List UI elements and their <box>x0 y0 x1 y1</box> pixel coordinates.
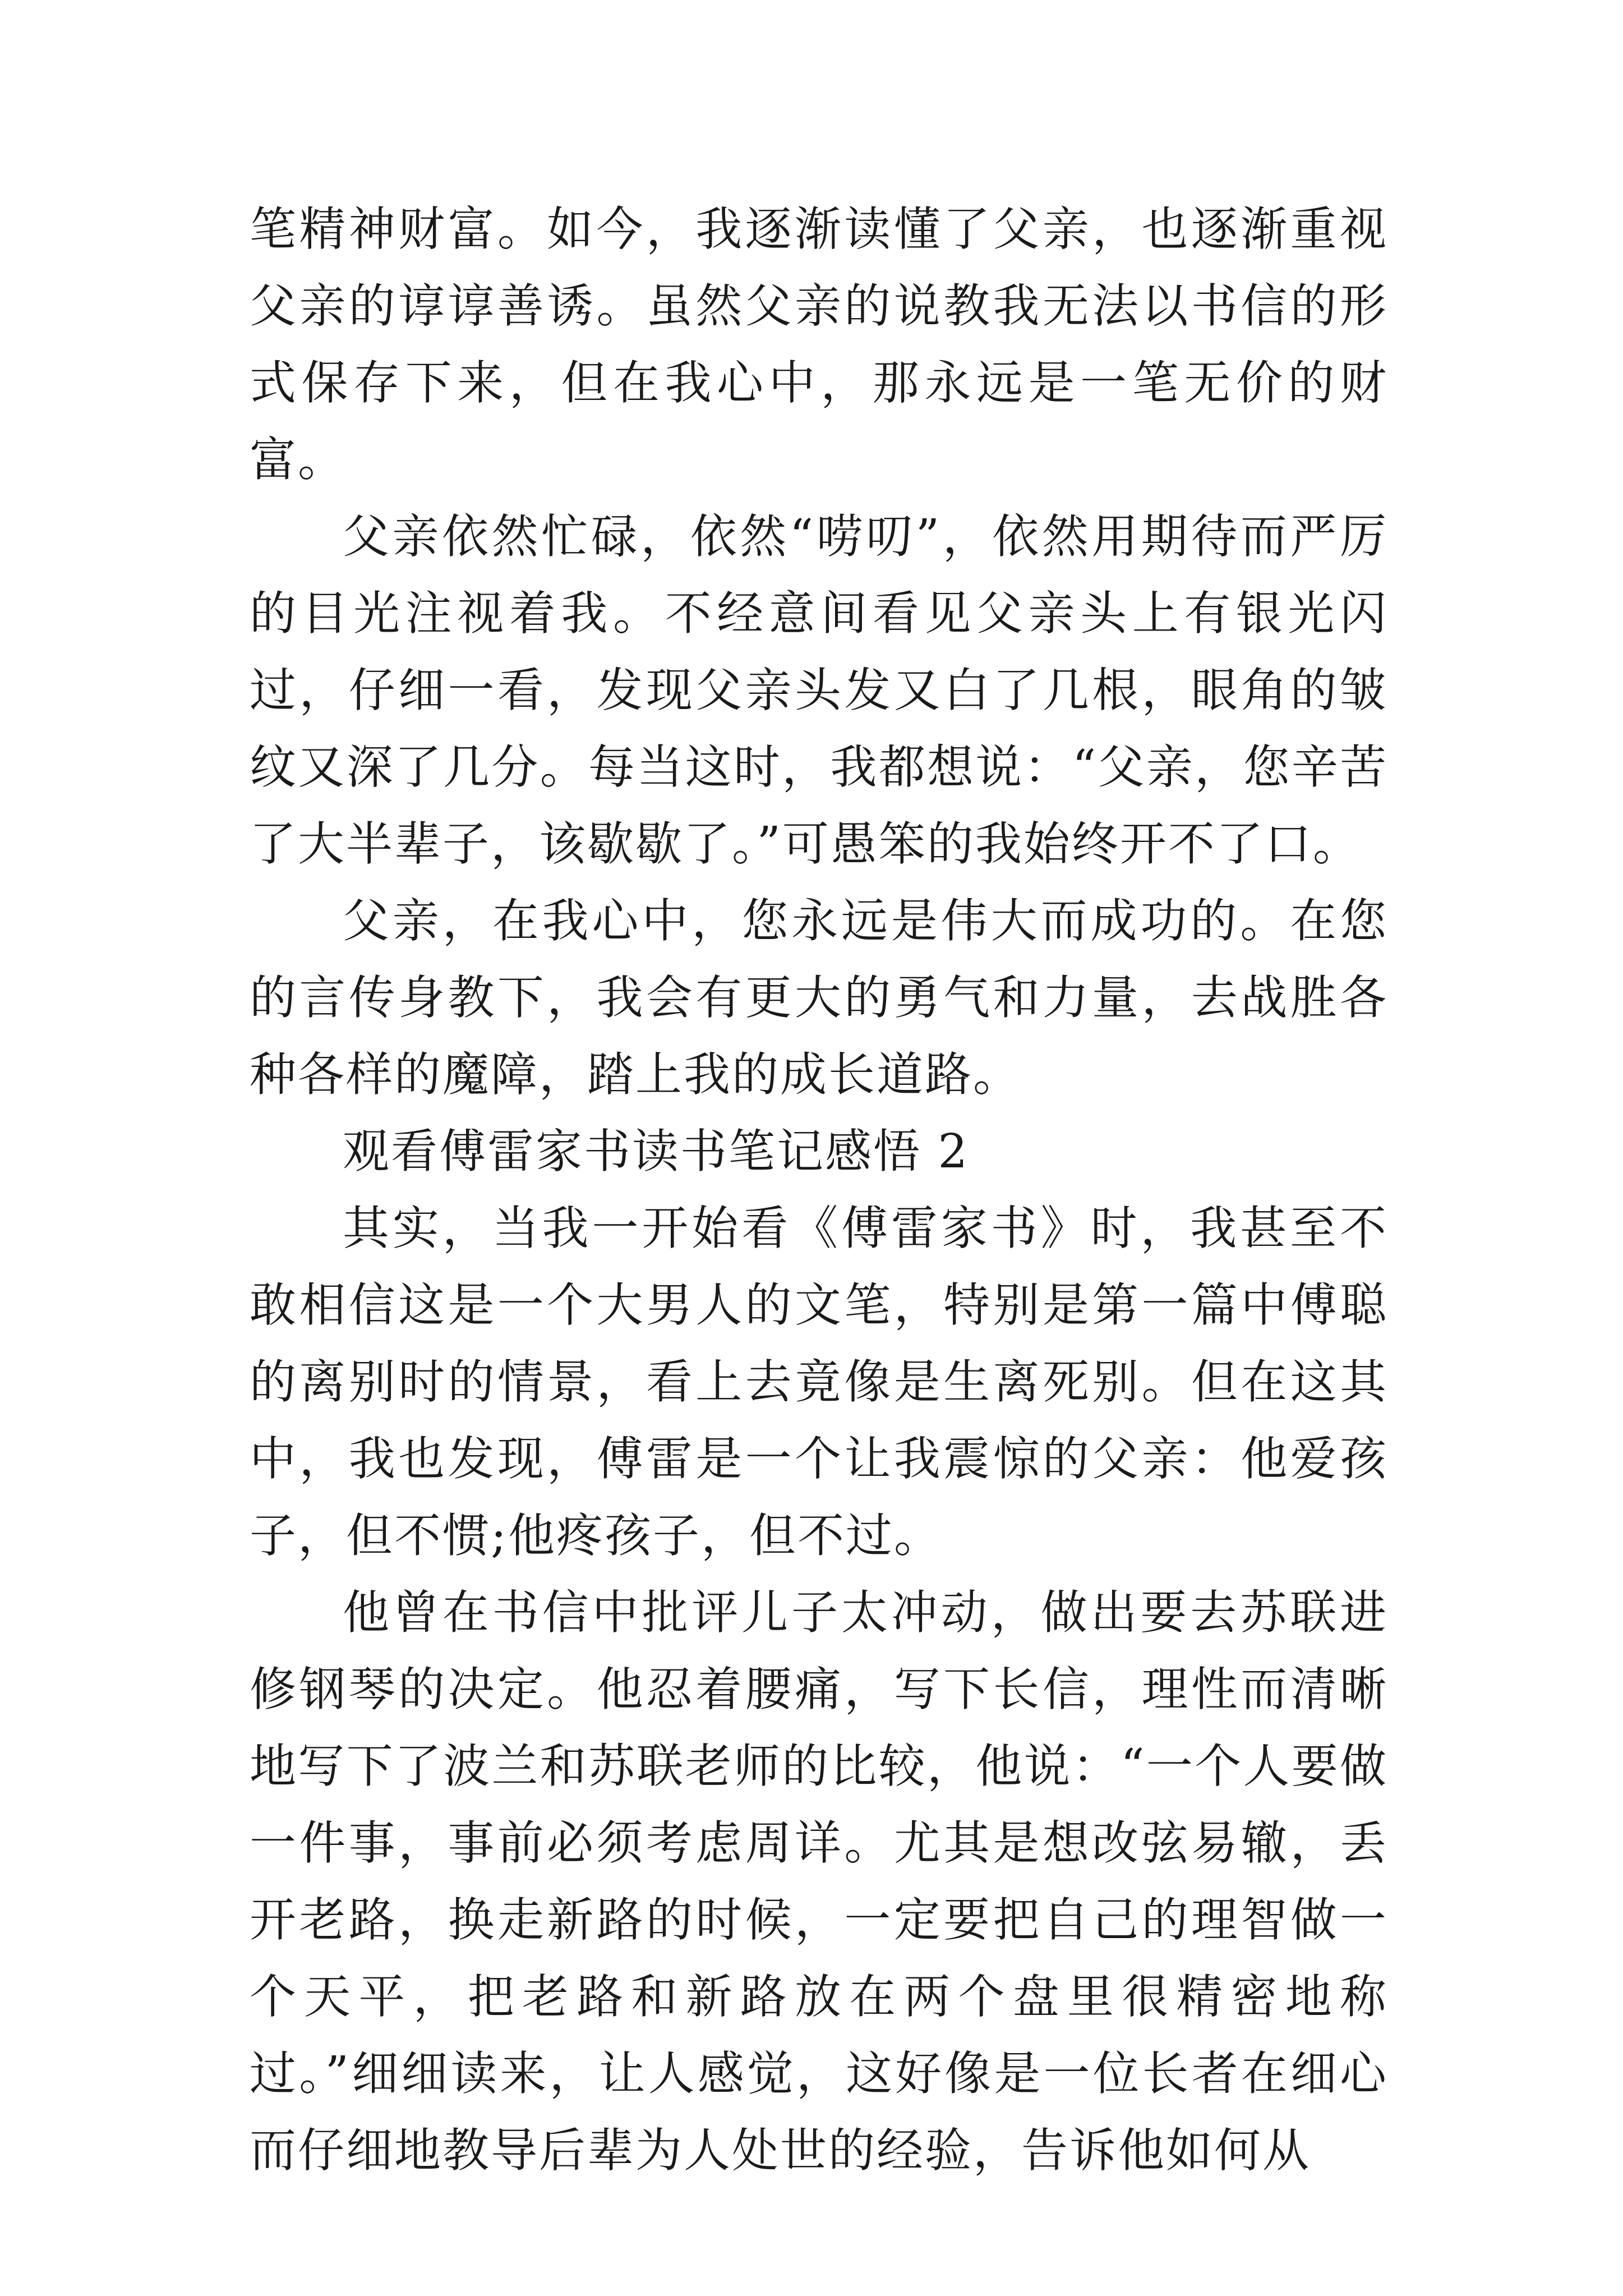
paragraph: 父亲依然忙碌，依然“唠叨”，依然用期待而严厉的目光注视着我。不经意间看见父亲头上有银光闪过，仔细一看，发现父亲头发又白了几根，眼角的皱纹又深了几分。每当这时，我都想说：“父亲，您辛苦了大半辈子，该歇歇了。”可愚笨的我始终开不了口。 <box>250 509 1388 871</box>
document-body <box>250 191 1388 2189</box>
paragraph-continuation: 笔精神财富。如今，我逐渐读懂了父亲，也逐渐重视父亲的谆谆善诱。虽然父亲的说教我无法以书信的形式保存下来，但在我心中，那永远是一笔无价的财富。 <box>250 202 1388 487</box>
paragraph: 其实，当我一开始看《傅雷家书》时，我甚至不敢相信这是一个大男人的文笔，特别是第一篇中傅聪的离别时的情景，看上去竟像是生离死别。但在这其中，我也发现，傅雷是一个让我震惊的父亲：他爱孩子，但不惯;他疼孩子，但不过。 <box>250 1201 1388 1563</box>
paragraph: 他曾在书信中批评儿子太冲动，做出要去苏联进修钢琴的决定。他忍着腰痛，写下长信，理性而清晰地写下了波兰和苏联老师的比较，他说：“一个人要做一件事，事前必须考虑周详。尤其是想改弦易辙，丢开老路，换走新路的时候，一定要把自己的理智做一个天平，把老路和新路放在两个盘里很精密地称过。”细细读来，让人感觉，这好像是一位长者在细心而仔细地教导后辈为人处世的经验，告诉他如何从 <box>250 1585 1388 2178</box>
section-heading: 观看傅雷家书读书笔记感悟 2 <box>343 1124 970 1179</box>
paragraph: 父亲，在我心中，您永远是伟大而成功的。在您的言传身教下，我会有更大的勇气和力量，去战胜各种各样的魔障，踏上我的成长道路。 <box>250 894 1388 1102</box>
